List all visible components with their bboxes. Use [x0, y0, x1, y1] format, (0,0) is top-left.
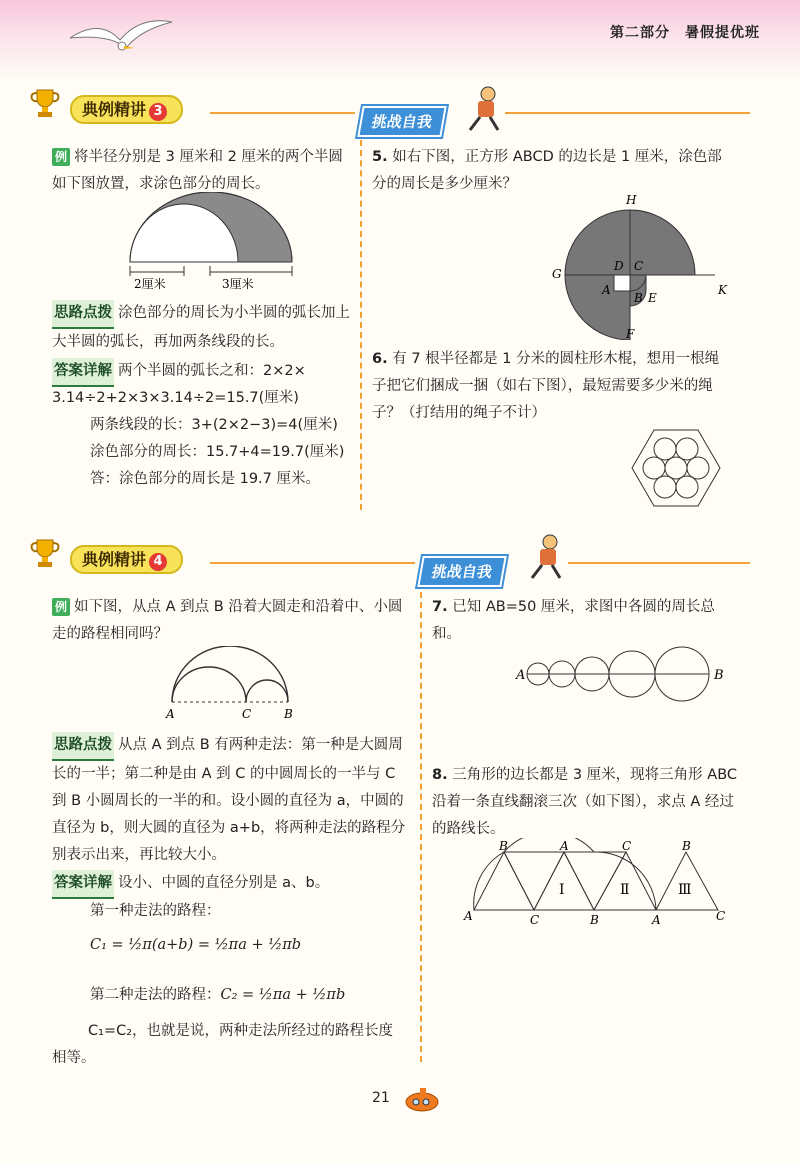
- question-5: 5. 如右下图，正方形 ABCD 的边长是 1 厘米，涂色部分的周长是多少厘米？: [372, 149, 722, 192]
- challenge-banner: 挑战自我: [357, 106, 446, 137]
- q6-figure: [628, 426, 724, 510]
- svg-text:A: A: [464, 909, 473, 923]
- svg-text:C: C: [634, 259, 644, 273]
- answer-3: 答案详解 两个半圆的弧长之和：2×2×: [52, 358, 352, 387]
- hint-3: 思路点拨 涂色部分的周长为小半圆的弧长加上大半圆的弧长，再加两条线段的长。: [52, 300, 352, 356]
- svg-text:H: H: [626, 193, 637, 207]
- svg-text:Ⅱ: Ⅱ: [620, 882, 630, 898]
- svg-text:A: A: [602, 283, 611, 297]
- runner-icon: [520, 532, 570, 582]
- svg-text:C: C: [242, 707, 252, 721]
- svg-text:B: B: [499, 839, 508, 853]
- svg-text:C: C: [622, 839, 632, 853]
- example-4: 例 如下图，从点 A 到点 B 沿着大圆走和沿着中、小圆走的路程相同吗？: [52, 599, 403, 642]
- svg-text:C: C: [530, 913, 540, 927]
- page-header: 第二部分 暑假提优班: [610, 25, 760, 41]
- question-7: 7. 已知 AB=50 厘米，求图中各圆的周长总和。: [432, 599, 715, 642]
- svg-text:D: D: [614, 259, 624, 273]
- svg-text:Ⅰ: Ⅰ: [559, 882, 565, 898]
- svg-text:3厘米: 3厘米: [222, 277, 254, 291]
- challenge-banner: 挑战自我: [417, 556, 506, 587]
- answer-4: 答案详解 设小、中圆的直径分别是 a、b。: [52, 870, 407, 899]
- section-banner-4: 典例精讲 4: [70, 547, 183, 571]
- svg-text:2厘米: 2厘米: [134, 277, 166, 291]
- svg-text:A: A: [652, 913, 661, 927]
- q8-figure: [460, 838, 730, 930]
- trophy-icon: [28, 536, 62, 570]
- question-8: 8. 三角形的边长都是 3 厘米，现将三角形 ABC 沿着一条直线翻滚三次（如下图），求点 A 经过的路线长。: [432, 767, 738, 837]
- svg-text:E: E: [648, 291, 657, 305]
- semicircle-figure: [122, 192, 298, 292]
- conclusion: C₁=C₂，也就是说，两种走法所经过的路程长度相等。: [52, 1023, 394, 1066]
- runner-icon: [458, 84, 508, 134]
- svg-text:A: A: [560, 839, 569, 853]
- svg-text:B: B: [714, 668, 724, 683]
- column-divider: [420, 592, 422, 1062]
- example-3: 例 将半径分别是 3 厘米和 2 厘米的两个半圆如下图放置，求涂色部分的周长。: [52, 149, 343, 192]
- q7-figure: [512, 644, 732, 704]
- submarine-icon: [398, 1080, 442, 1116]
- column-divider: [360, 140, 362, 510]
- svg-text:Ⅲ: Ⅲ: [678, 882, 692, 898]
- page-number: 21: [372, 1090, 390, 1106]
- svg-text:A: A: [166, 707, 175, 721]
- formula-c2: 第二种走法的路程：C₂ = ½πa + ½πb: [90, 987, 346, 1003]
- formula-c1: C₁ = ½π(a+b) = ½πa + ½πb: [90, 937, 302, 953]
- question-6: 6. 有 7 根半径都是 1 分米的圆柱形木棍，想用一根绳子把它们捆成一捆（如右下图），最短需要多少米的绳子？（打结用的绳子不计）: [372, 351, 720, 421]
- svg-text:K: K: [718, 283, 727, 297]
- svg-text:F: F: [626, 327, 635, 340]
- q5-figure: [540, 190, 740, 340]
- hint-4: 思路点拨 从点 A 到点 B 有两种走法：第一种是大圆周长的一半；第二种是由 A 到 C 的中圆周长的一半与 C 到 B 小圆周长的一半的和。设小圆的直径为 a，中圆的直径为 b，则大圆的直径为 a+b，将两种走法的路程分别表示出来，再比较大小。: [52, 732, 407, 869]
- svg-text:G: G: [552, 267, 562, 281]
- svg-text:B: B: [284, 707, 293, 721]
- svg-text:B: B: [590, 913, 599, 927]
- example4-figure: [160, 646, 300, 722]
- trophy-icon: [28, 86, 62, 120]
- svg-text:B: B: [682, 839, 691, 853]
- svg-text:C: C: [716, 909, 726, 923]
- svg-text:A: A: [516, 668, 526, 683]
- svg-text:B: B: [634, 291, 643, 305]
- section-banner-3: 典例精讲 3: [70, 97, 183, 121]
- seagull-icon: [60, 8, 180, 68]
